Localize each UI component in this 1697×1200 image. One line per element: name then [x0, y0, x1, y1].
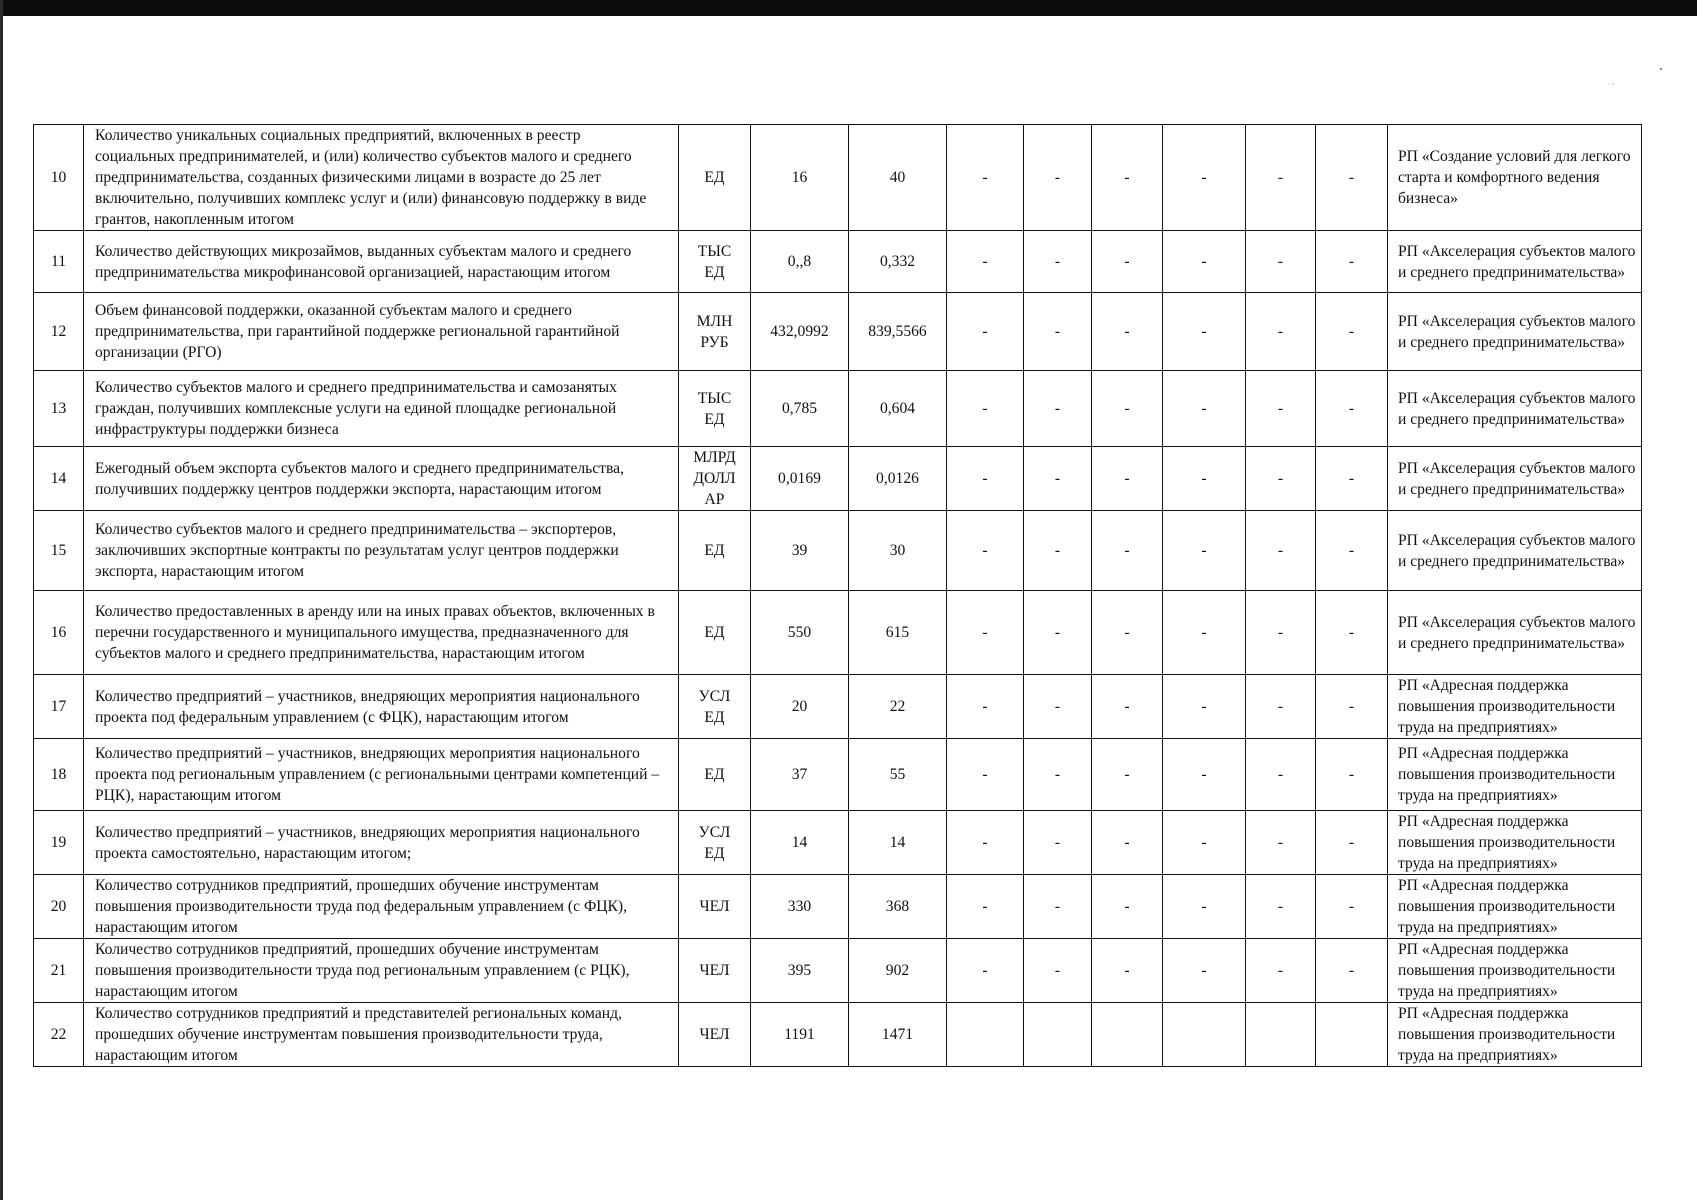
target-value: 902	[849, 939, 947, 1003]
table-row	[34, 125, 1642, 231]
row-number: 22	[34, 1003, 84, 1067]
base-value: 14	[751, 811, 849, 875]
unit-of-measure	[679, 739, 751, 811]
indicator-name: Количество сотрудников предприятий и представителей региональных команд, прошедших обучение инструментам повышения производительности труда, нарастающим итогом	[84, 1003, 679, 1067]
period-value-cell	[1092, 1003, 1163, 1067]
period-value-cell: -	[1163, 231, 1246, 293]
regional-project: РП «Акселерация субъектов малого и среднего предпринимательства»	[1388, 371, 1642, 447]
period-value-cell: -	[947, 939, 1024, 1003]
period-value-cell: -	[1163, 739, 1246, 811]
period-value-cell: -	[1246, 447, 1316, 511]
table-row	[34, 739, 1642, 811]
period-value-cell: -	[947, 591, 1024, 675]
period-value-cell: -	[947, 675, 1024, 739]
unit-of-measure	[679, 511, 751, 591]
table-row	[34, 371, 1642, 447]
period-value-cell: -	[947, 293, 1024, 371]
row-number: 21	[34, 939, 84, 1003]
row-number: 13	[34, 371, 84, 447]
table-row	[34, 811, 1642, 875]
unit-line: ТЫС	[697, 242, 732, 260]
unit-line: ЧЕЛ	[699, 898, 730, 915]
target-value: 0,332	[849, 231, 947, 293]
base-value: 0,785	[751, 371, 849, 447]
period-value-cell: -	[1163, 371, 1246, 447]
period-value-cell: -	[1316, 675, 1388, 739]
base-value: 395	[751, 939, 849, 1003]
unit-of-measure	[679, 811, 751, 875]
target-value: 55	[849, 739, 947, 811]
target-value: 0,604	[849, 371, 947, 447]
period-value-cell: -	[947, 739, 1024, 811]
period-value-cell: -	[1024, 231, 1092, 293]
regional-project: РП «Акселерация субъектов малого и среднего предпринимательства»	[1388, 591, 1642, 675]
period-value-cell: -	[1092, 675, 1163, 739]
regional-project: РП «Акселерация субъектов малого и среднего предпринимательства»	[1388, 293, 1642, 371]
period-value-cell: -	[1316, 591, 1388, 675]
target-value: 0,0126	[849, 447, 947, 511]
period-value-cell: -	[1163, 447, 1246, 511]
period-value-cell: -	[1246, 231, 1316, 293]
base-value: 330	[751, 875, 849, 939]
period-value-cell: -	[1316, 231, 1388, 293]
period-value-cell: -	[1163, 125, 1246, 231]
table-row	[34, 231, 1642, 293]
base-value: 37	[751, 739, 849, 811]
target-value: 1471	[849, 1003, 947, 1067]
period-value-cell: -	[1163, 511, 1246, 591]
period-value-cell: -	[1246, 511, 1316, 591]
period-value-cell: -	[1163, 811, 1246, 875]
row-number: 18	[34, 739, 84, 811]
regional-project: РП «Акселерация субъектов малого и среднего предпринимательства»	[1388, 511, 1642, 591]
unit-line: ДОЛЛ	[693, 470, 736, 487]
period-value-cell: -	[1316, 811, 1388, 875]
unit-of-measure	[679, 1003, 751, 1067]
unit-of-measure	[679, 371, 751, 447]
row-number: 19	[34, 811, 84, 875]
period-value-cell: -	[1092, 231, 1163, 293]
regional-project: РП «Адресная поддержка повышения производительности труда на предприятиях»	[1388, 939, 1642, 1003]
period-value-cell	[1024, 1003, 1092, 1067]
unit-line: ЕД	[704, 263, 725, 281]
period-value-cell: -	[1246, 591, 1316, 675]
period-value-cell: -	[1024, 293, 1092, 371]
regional-project: РП «Адресная поддержка повышения производительности труда на предприятиях»	[1388, 811, 1642, 875]
period-value-cell: -	[1316, 293, 1388, 371]
scan-top-border	[0, 0, 1697, 16]
indicator-name: Количество предприятий – участников, внедряющих мероприятия национального проекта под федеральным управлением (с ФЦК), нарастающим итогом	[84, 675, 679, 739]
period-value-cell: -	[1246, 939, 1316, 1003]
period-value-cell: -	[947, 875, 1024, 939]
regional-project: РП «Адресная поддержка повышения производительности труда на предприятиях»	[1388, 675, 1642, 739]
row-number: 14	[34, 447, 84, 511]
target-value: 839,5566	[849, 293, 947, 371]
period-value-cell: -	[1246, 293, 1316, 371]
table-row	[34, 511, 1642, 591]
unit-of-measure	[679, 591, 751, 675]
unit-line: УСЛ	[698, 687, 731, 705]
row-number: 20	[34, 875, 84, 939]
indicator-name: Ежегодный объем экспорта субъектов малого и среднего предпринимательства, получивших поддержку центров поддержки экспорта, нарастающим итогом	[84, 447, 679, 511]
period-value-cell: -	[1092, 371, 1163, 447]
indicator-name: Количество сотрудников предприятий, прошедших обучение инструментам повышения производительности труда под региональным управлением (с РЦК), нарастающим итогом	[84, 939, 679, 1003]
period-value-cell: -	[1092, 591, 1163, 675]
target-value: 368	[849, 875, 947, 939]
period-value-cell: -	[1246, 739, 1316, 811]
period-value-cell	[1246, 1003, 1316, 1067]
table-row	[34, 939, 1642, 1003]
regional-project: РП «Адресная поддержка повышения производительности труда на предприятиях»	[1388, 875, 1642, 939]
period-value-cell: -	[1163, 675, 1246, 739]
period-value-cell: -	[1163, 939, 1246, 1003]
period-value-cell: -	[947, 511, 1024, 591]
indicator-name: Количество уникальных социальных предприятий, включенных в реестр социальных предпринимателей, и (или) количество субъектов малого и среднего предпринимательства, созданных физическими лицами в возрасте до 25 лет включительно, получивших комплекс услуг и (или) финансовую поддержку в виде грантов, накопленным итогом	[84, 125, 679, 231]
row-number: 11	[34, 231, 84, 293]
table-row	[34, 447, 1642, 511]
unit-line: ЕД	[704, 169, 725, 186]
unit-line: МЛРД	[693, 449, 736, 466]
period-value-cell: -	[1246, 811, 1316, 875]
unit-line: АР	[704, 491, 725, 508]
base-value: 39	[751, 511, 849, 591]
unit-of-measure	[679, 231, 751, 293]
period-value-cell: -	[947, 125, 1024, 231]
row-number: 17	[34, 675, 84, 739]
period-value-cell	[1163, 1003, 1246, 1067]
table-row	[34, 675, 1642, 739]
table-body	[34, 125, 1642, 1067]
base-value: 0,,8	[751, 231, 849, 293]
target-value: 615	[849, 591, 947, 675]
regional-project: РП «Создание условий для легкого старта и комфортного ведения бизнеса»	[1388, 125, 1642, 231]
period-value-cell: -	[1092, 939, 1163, 1003]
base-value: 20	[751, 675, 849, 739]
table-row	[34, 875, 1642, 939]
unit-line: ТЫС	[697, 389, 732, 407]
period-value-cell: -	[1316, 511, 1388, 591]
period-value-cell: -	[1316, 371, 1388, 447]
period-value-cell	[947, 1003, 1024, 1067]
period-value-cell: -	[1024, 511, 1092, 591]
indicator-name: Количество действующих микрозаймов, выданных субъектам малого и среднего предпринимательства микрофинансовой организацией, нарастающим итогом	[84, 231, 679, 293]
period-value-cell: -	[1246, 675, 1316, 739]
base-value: 550	[751, 591, 849, 675]
period-value-cell: -	[1246, 125, 1316, 231]
regional-project: РП «Акселерация субъектов малого и среднего предпринимательства»	[1388, 231, 1642, 293]
target-value: 22	[849, 675, 947, 739]
period-value-cell	[1316, 1003, 1388, 1067]
row-number: 10	[34, 125, 84, 231]
row-number: 16	[34, 591, 84, 675]
period-value-cell: -	[1316, 739, 1388, 811]
indicator-name: Количество предоставленных в аренду или на иных правах объектов, включенных в перечни государственного и муниципального имущества, предназначенного для субъектов малого и среднего предпринимательства, нарастающим итогом	[84, 591, 679, 675]
unit-of-measure	[679, 125, 751, 231]
period-value-cell: -	[947, 371, 1024, 447]
indicator-name: Количество сотрудников предприятий, прошедших обучение инструментам повышения производительности труда под федеральным управлением (с ФЦК), нарастающим итогом	[84, 875, 679, 939]
base-value: 0,0169	[751, 447, 849, 511]
base-value: 432,0992	[751, 293, 849, 371]
unit-line: РУБ	[700, 333, 729, 351]
period-value-cell: -	[1246, 875, 1316, 939]
unit-line: ЕД	[704, 624, 725, 641]
indicator-name: Количество предприятий – участников, внедряющих мероприятия национального проекта самостоятельно, нарастающим итогом;	[84, 811, 679, 875]
indicator-name: Количество субъектов малого и среднего предпринимательства – экспортеров, заключивших экспортные контракты по результатам услуг центров поддержки экспорта, нарастающим итогом	[84, 511, 679, 591]
unit-line: ЧЕЛ	[699, 1026, 730, 1043]
unit-line: ЕД	[704, 844, 725, 862]
indicator-name: Объем финансовой поддержки, оказанной субъектам малого и среднего предпринимательства, при гарантийной поддержке региональной гарантийной организации (РГО)	[84, 293, 679, 371]
period-value-cell: -	[1024, 875, 1092, 939]
regional-project: РП «Адресная поддержка повышения производительности труда на предприятиях»	[1388, 739, 1642, 811]
period-value-cell: -	[1024, 371, 1092, 447]
period-value-cell: -	[1092, 875, 1163, 939]
unit-of-measure	[679, 447, 751, 511]
period-value-cell: -	[1246, 371, 1316, 447]
scan-left-border	[0, 0, 3, 1200]
period-value-cell: -	[1092, 811, 1163, 875]
base-value: 1191	[751, 1003, 849, 1067]
row-number: 15	[34, 511, 84, 591]
period-value-cell: -	[1316, 447, 1388, 511]
period-value-cell: -	[1024, 675, 1092, 739]
unit-line: УСЛ	[698, 823, 731, 841]
period-value-cell: -	[1024, 125, 1092, 231]
indicator-name: Количество субъектов малого и среднего предпринимательства и самозанятых граждан, получивших комплексные услуги на единой площадке региональной инфраструктуры поддержки бизнеса	[84, 371, 679, 447]
period-value-cell: -	[1024, 811, 1092, 875]
period-value-cell: -	[1163, 591, 1246, 675]
unit-line: ЕД	[704, 410, 725, 428]
unit-line: ЕД	[704, 766, 725, 783]
period-value-cell: -	[1163, 875, 1246, 939]
table-row	[34, 1003, 1642, 1067]
period-value-cell: -	[1316, 875, 1388, 939]
table-row	[34, 591, 1642, 675]
regional-project: РП «Акселерация субъектов малого и среднего предпринимательства»	[1388, 447, 1642, 511]
period-value-cell: -	[1092, 125, 1163, 231]
row-number: 12	[34, 293, 84, 371]
period-value-cell: -	[1316, 939, 1388, 1003]
period-value-cell: -	[1092, 739, 1163, 811]
unit-line: ЧЕЛ	[699, 962, 730, 979]
scan-speck	[1660, 68, 1662, 70]
table-row	[34, 293, 1642, 371]
regional-project: РП «Адресная поддержка повышения производительности труда на предприятиях»	[1388, 1003, 1642, 1067]
period-value-cell: -	[1316, 125, 1388, 231]
unit-of-measure	[679, 293, 751, 371]
period-value-cell: -	[947, 231, 1024, 293]
period-value-cell: -	[947, 811, 1024, 875]
unit-of-measure	[679, 675, 751, 739]
unit-line: ЕД	[704, 708, 725, 726]
target-value: 30	[849, 511, 947, 591]
period-value-cell: -	[1024, 447, 1092, 511]
period-value-cell: -	[1092, 511, 1163, 591]
target-value: 40	[849, 125, 947, 231]
period-value-cell: -	[1024, 939, 1092, 1003]
unit-line: ЕД	[704, 542, 725, 559]
period-value-cell: -	[1092, 447, 1163, 511]
period-value-cell: -	[1092, 293, 1163, 371]
scan-speck	[1613, 83, 1614, 84]
period-value-cell: -	[1024, 739, 1092, 811]
target-value: 14	[849, 811, 947, 875]
unit-of-measure	[679, 875, 751, 939]
base-value: 16	[751, 125, 849, 231]
unit-of-measure	[679, 939, 751, 1003]
period-value-cell: -	[1024, 591, 1092, 675]
period-value-cell: -	[947, 447, 1024, 511]
indicator-name: Количество предприятий – участников, внедряющих мероприятия национального проекта под региональным управлением (с региональными центрами компетенций – РЦК), нарастающим итогом	[84, 739, 679, 811]
period-value-cell: -	[1163, 293, 1246, 371]
unit-line: МЛН	[696, 312, 733, 330]
indicators-table	[33, 124, 1642, 1067]
